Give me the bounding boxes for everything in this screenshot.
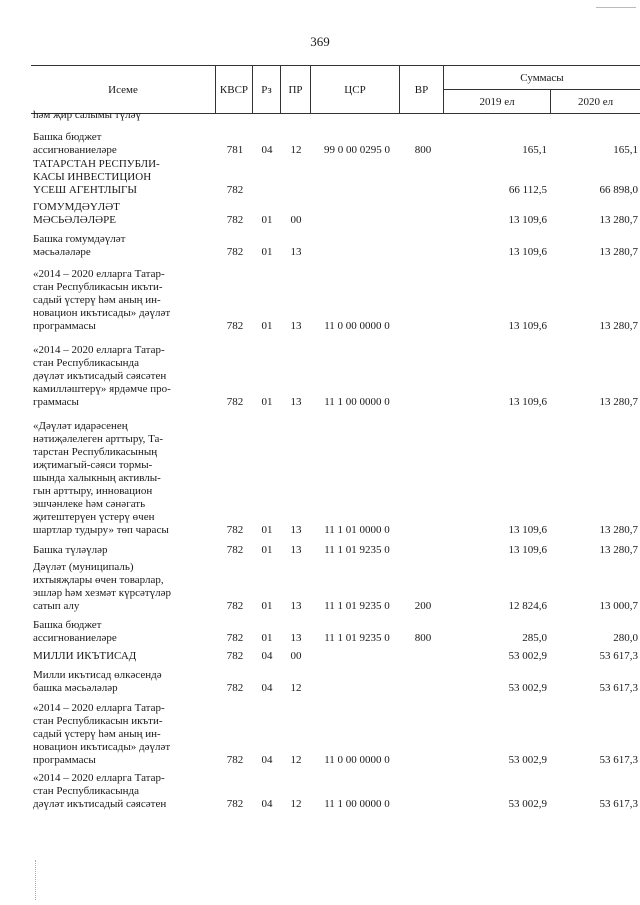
cell-pr: 00 bbox=[290, 214, 302, 226]
row-name-line: Башка бюджет bbox=[33, 131, 102, 143]
cell-pr: 13 bbox=[290, 246, 302, 258]
cell-y2019: 165,1 bbox=[522, 144, 547, 156]
cell-csr: 11 0 00 0000 0 bbox=[324, 320, 390, 332]
row-name-line: дәүләт икътисадый сәясәтен bbox=[33, 798, 167, 810]
cell-y2020: 53 617,3 bbox=[599, 650, 638, 662]
cell-kvsr: 782 bbox=[226, 524, 244, 536]
row-name bbox=[33, 268, 208, 333]
row-name-line: башка мәсьәләләр bbox=[33, 682, 118, 694]
row-name-line: ГОМУМДӘҮЛӘТ bbox=[33, 201, 120, 213]
cell-kvsr: 782 bbox=[226, 600, 244, 612]
cell-pr: 12 bbox=[290, 682, 302, 694]
row-name-line: сатып алу bbox=[33, 600, 80, 612]
row-name bbox=[33, 158, 208, 197]
cell-kvsr: 782 bbox=[226, 798, 244, 810]
row-name-line: новацион икътисады» дәүләт bbox=[33, 307, 171, 319]
row-name-line: Башка гомумдәүләт bbox=[33, 233, 126, 245]
cell-y2019: 66 112,5 bbox=[508, 184, 547, 196]
row-name-line: ихтыяҗлары өчен товарлар, bbox=[33, 574, 164, 586]
cell-y2020: 13 280,7 bbox=[599, 214, 638, 226]
row-name-line: КАСЫ ИНВЕСТИЦИОН bbox=[33, 171, 152, 183]
cell-kvsr: 782 bbox=[226, 682, 244, 694]
cell-pr: 13 bbox=[290, 632, 302, 644]
row-name-line: шында халыкның активлы- bbox=[33, 472, 161, 484]
table-row bbox=[0, 420, 640, 537]
row-name bbox=[33, 201, 208, 227]
row-name-line: садый үстерү һәм аның ин- bbox=[33, 294, 161, 306]
cell-vr: 200 bbox=[414, 600, 432, 612]
cell-y2019: 53 002,9 bbox=[508, 650, 547, 662]
cell-rz: 04 bbox=[261, 650, 273, 662]
cell-csr: 11 1 01 9235 0 bbox=[324, 544, 390, 556]
row-name-line: дәүләт икътисадый сәясәтен bbox=[33, 370, 167, 382]
table-row bbox=[0, 344, 640, 409]
row-name-line: иҗтимагый-сәяси тормы- bbox=[33, 459, 153, 471]
row-name-line: шартлар тудыру» төп чарасы bbox=[33, 524, 169, 536]
cell-y2020: 53 617,3 bbox=[599, 754, 638, 766]
cell-rz: 01 bbox=[261, 600, 273, 612]
cell-csr: 11 1 01 9235 0 bbox=[324, 632, 390, 644]
row-name-line: Милли икътисад өлкәсендә bbox=[33, 669, 162, 681]
cell-vr: 800 bbox=[414, 144, 432, 156]
row-name-line: Башка бюджет bbox=[33, 619, 102, 631]
cell-pr: 13 bbox=[290, 544, 302, 556]
cell-csr: 11 1 00 0000 0 bbox=[324, 396, 390, 408]
cell-pr: 00 bbox=[290, 650, 302, 662]
row-name-line: Дәүләт (муниципаль) bbox=[33, 561, 134, 573]
table-row bbox=[0, 109, 640, 122]
row-name bbox=[33, 650, 208, 663]
row-name bbox=[33, 702, 208, 767]
cell-y2019: 13 109,6 bbox=[508, 544, 547, 556]
row-name bbox=[33, 619, 208, 645]
cell-y2020: 13 280,7 bbox=[599, 524, 638, 536]
cell-y2020: 53 617,3 bbox=[599, 682, 638, 694]
table-row bbox=[0, 233, 640, 259]
row-name bbox=[33, 109, 208, 122]
cell-pr: 12 bbox=[290, 754, 302, 766]
cell-rz: 04 bbox=[261, 682, 273, 694]
header-year-2020: 2020 ел bbox=[577, 95, 614, 108]
row-name-line: новацион икътисады» дәүләт bbox=[33, 741, 171, 753]
table-row bbox=[0, 669, 640, 695]
cell-y2020: 53 617,3 bbox=[599, 798, 638, 810]
cell-y2019: 13 109,6 bbox=[508, 214, 547, 226]
cell-y2020: 66 898,0 bbox=[599, 184, 638, 196]
row-name-line: стан Республикасын икъти- bbox=[33, 281, 163, 293]
cell-pr: 13 bbox=[290, 600, 302, 612]
cell-rz: 01 bbox=[261, 214, 273, 226]
cell-csr: 11 1 01 0000 0 bbox=[324, 524, 390, 536]
cell-kvsr: 782 bbox=[226, 214, 244, 226]
row-name-line: программасы bbox=[33, 320, 96, 332]
row-name-line: нәтиҗәлелеген арттыру, Та- bbox=[33, 433, 164, 445]
row-name-line: ҮСЕШ АГЕНТЛЫГЫ bbox=[33, 184, 137, 196]
row-name bbox=[33, 772, 208, 811]
cell-y2019: 53 002,9 bbox=[508, 798, 547, 810]
cell-rz: 01 bbox=[261, 320, 273, 332]
table-row bbox=[0, 201, 640, 227]
row-name-line: Башка түләүләр bbox=[33, 544, 108, 556]
cell-rz: 01 bbox=[261, 396, 273, 408]
header-name: Исеме bbox=[31, 66, 216, 113]
row-name bbox=[33, 131, 208, 157]
row-name-line: стан Республикасында bbox=[33, 785, 139, 797]
cell-kvsr: 782 bbox=[226, 650, 244, 662]
cell-pr: 12 bbox=[290, 798, 302, 810]
cell-kvsr: 782 bbox=[226, 396, 244, 408]
table-row bbox=[0, 131, 640, 157]
table-row bbox=[0, 268, 640, 333]
table-row bbox=[0, 650, 640, 663]
header-sums: Суммасы bbox=[444, 66, 640, 90]
row-name bbox=[33, 420, 208, 537]
cell-kvsr: 781 bbox=[226, 144, 244, 156]
row-name-line: граммасы bbox=[33, 396, 79, 408]
cell-rz: 01 bbox=[261, 544, 273, 556]
row-name bbox=[33, 561, 208, 613]
cell-pr: 13 bbox=[290, 396, 302, 408]
row-name-line: эшләр һәм хезмәт күрсәтүләр bbox=[33, 587, 172, 599]
table-row bbox=[0, 702, 640, 767]
row-name-line: «Дәүләт идарәсенең bbox=[33, 420, 128, 432]
row-name-line: гын арттыру, инновацион bbox=[33, 485, 153, 497]
row-name-line: ассигнованиеләре bbox=[33, 144, 117, 156]
cell-kvsr: 782 bbox=[226, 754, 244, 766]
cell-y2019: 285,0 bbox=[522, 632, 547, 644]
cell-y2020: 13 000,7 bbox=[599, 600, 638, 612]
header-csr: ЦСР bbox=[311, 66, 400, 113]
cell-kvsr: 782 bbox=[226, 246, 244, 258]
header-kvsr: КВСР bbox=[216, 66, 253, 113]
table-row bbox=[0, 619, 640, 645]
cell-csr: 11 1 00 0000 0 bbox=[324, 798, 390, 810]
cell-kvsr: 782 bbox=[226, 632, 244, 644]
cell-y2019: 13 109,6 bbox=[508, 320, 547, 332]
cell-y2020: 280,0 bbox=[613, 632, 638, 644]
cell-rz: 01 bbox=[261, 524, 273, 536]
row-name-line: камилләштерү» ярдәмче про- bbox=[33, 383, 171, 395]
row-name-line: стан Республикасында bbox=[33, 357, 139, 369]
cell-kvsr: 782 bbox=[226, 320, 244, 332]
cell-vr: 800 bbox=[414, 632, 432, 644]
row-name-line: «2014 – 2020 елларга Татар- bbox=[33, 344, 165, 356]
cell-y2019: 53 002,9 bbox=[508, 682, 547, 694]
cell-rz: 04 bbox=[261, 144, 273, 156]
row-name-line: ТАТАРСТАН РЕСПУБЛИ- bbox=[33, 158, 160, 170]
page-number: 369 bbox=[310, 34, 330, 49]
header-rz: Рз bbox=[253, 66, 281, 113]
cell-rz: 04 bbox=[261, 798, 273, 810]
cell-csr: 11 0 00 0000 0 bbox=[324, 754, 390, 766]
table-row bbox=[0, 158, 640, 197]
cell-y2019: 53 002,9 bbox=[508, 754, 547, 766]
row-name-line: МӘСЬӘЛӘЛӘРЕ bbox=[33, 214, 116, 226]
row-name bbox=[33, 233, 208, 259]
cell-y2020: 13 280,7 bbox=[599, 544, 638, 556]
cell-y2019: 13 109,6 bbox=[508, 524, 547, 536]
cell-y2020: 13 280,7 bbox=[599, 320, 638, 332]
row-name-line: садый үстерү һәм аның ин- bbox=[33, 728, 161, 740]
row-name bbox=[33, 669, 208, 695]
row-name-line: «2014 – 2020 елларга Татар- bbox=[33, 268, 165, 280]
cell-kvsr: 782 bbox=[226, 544, 244, 556]
cell-rz: 04 bbox=[261, 754, 273, 766]
cell-y2020: 13 280,7 bbox=[599, 396, 638, 408]
row-name-line: һәм җир салымы түләү bbox=[33, 109, 141, 121]
table-row bbox=[0, 772, 640, 811]
cell-rz: 01 bbox=[261, 246, 273, 258]
table-row bbox=[0, 544, 640, 557]
table-header bbox=[31, 65, 640, 114]
cell-pr: 12 bbox=[290, 144, 302, 156]
header-vr: ВР bbox=[400, 66, 444, 113]
cell-csr: 99 0 00 0295 0 bbox=[324, 144, 390, 156]
row-name bbox=[33, 344, 208, 409]
cell-csr: 11 1 01 9235 0 bbox=[324, 600, 390, 612]
row-name-line: җитештерүен үстерү өчен bbox=[33, 511, 155, 523]
row-name-line: ассигнованиеләре bbox=[33, 632, 117, 644]
cell-y2020: 165,1 bbox=[613, 144, 638, 156]
row-name bbox=[33, 544, 208, 557]
row-name-line: «2014 – 2020 елларга Татар- bbox=[33, 702, 165, 714]
row-name-line: «2014 – 2020 елларга Татар- bbox=[33, 772, 165, 784]
cell-pr: 13 bbox=[290, 320, 302, 332]
corner-mark bbox=[596, 7, 636, 8]
row-name-line: МИЛЛИ ИКЪТИСАД bbox=[33, 650, 137, 662]
row-name-line: тарстан Республикасының bbox=[33, 446, 158, 458]
cell-rz: 01 bbox=[261, 632, 273, 644]
row-name-line: эшчәнлеке һәм сәнәгать bbox=[33, 498, 146, 510]
cell-y2019: 12 824,6 bbox=[508, 600, 547, 612]
cell-pr: 13 bbox=[290, 524, 302, 536]
cell-y2019: 13 109,6 bbox=[508, 396, 547, 408]
row-name-line: программасы bbox=[33, 754, 96, 766]
header-pr: ПР bbox=[281, 66, 311, 113]
row-name-line: мәсьәләләре bbox=[33, 246, 91, 258]
cell-y2019: 13 109,6 bbox=[508, 246, 547, 258]
row-name-line: стан Республикасын икъти- bbox=[33, 715, 163, 727]
cell-kvsr: 782 bbox=[226, 184, 244, 196]
cell-y2020: 13 280,7 bbox=[599, 246, 638, 258]
margin-mark bbox=[35, 860, 36, 900]
table-row bbox=[0, 561, 640, 613]
header-year-2019: 2019 ел bbox=[444, 90, 551, 113]
